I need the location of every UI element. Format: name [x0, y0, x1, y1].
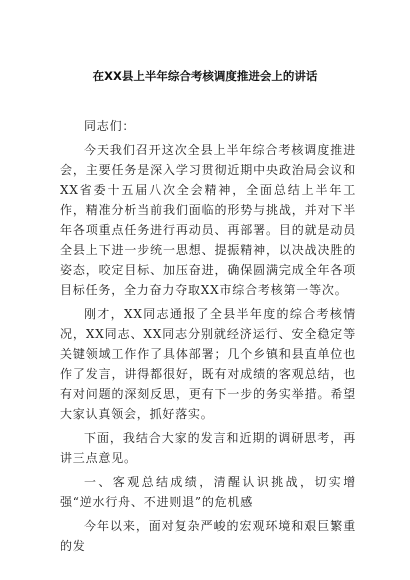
paragraph: 刚才，XX同志通报了全县半年度的综合考核情况，XX同志、XX同志分别就经济运行、安全稳定等关键领域工作作了具体部署；几个乡镇和县直单位也作了发言，讲得都很好，既有对成绩的客观总结，也有对问题的深刻反思，更有下一步的务实举措。希望大家认真领会，抓好落实。: [60, 307, 356, 421]
greeting: 同志们：: [84, 119, 136, 133]
paragraph: 今天我们召开这次全县上半年综合考核调度推进会，主要任务是深入学习贯彻近期中央政治局会议和XX省委十五届八次全会精神，全面总结上半年工作，精准分析当前我们面临的形势与挑战，并对下半年各项重点任务进行再动员、再部署。目的就是动员全县上下进一步统一思想、提振精神，以决战决胜的姿态，咬定目标、加压奋进，确保圆满完成全年各项目标任务，全力奋力夺取XX市综合考核第一等次。: [60, 143, 356, 297]
paragraph: 今年以来，面对复杂严峻的宏观环境和艰巨繁重的发: [60, 519, 356, 553]
document-title: 在XX县上半年综合考核调度推进会上的讲话: [92, 69, 318, 83]
document-body: [60, 116, 356, 560]
section-heading: 一、客观总结成绩，清醒认识挑战，切实增强“逆水行舟、不进则退”的危机感: [60, 475, 356, 509]
paragraph: 下面，我结合大家的发言和近期的调研思考，再讲三点意见。: [60, 431, 356, 465]
